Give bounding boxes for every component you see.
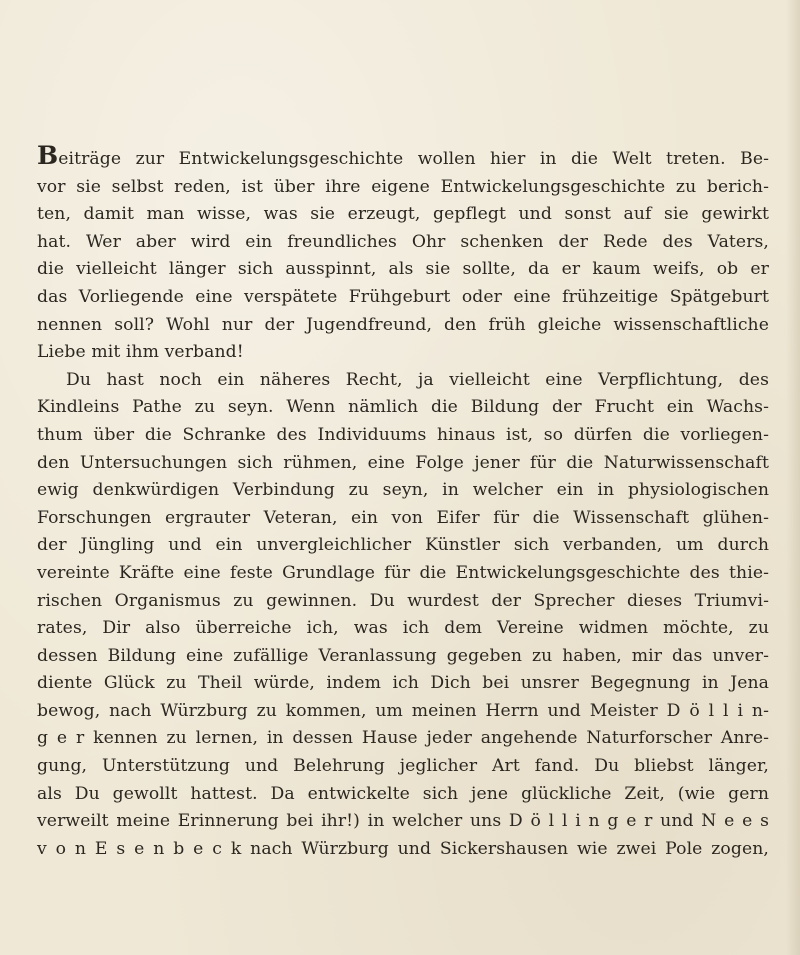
text-line: dessen Bildung eine zufällige Veranlassung gegeben zu haben, mir das unver- [37, 645, 769, 666]
text-line: verweilt meine Erinnerung bei ihr!) in welcher uns D ö l l i n g e r und N e e s [37, 811, 769, 832]
first-line-text: eiträge zur Entwickelungsgeschichte wollen hier in die Welt treten. Be- [58, 149, 769, 169]
drop-cap-letter: B [37, 141, 59, 170]
text-line: Forschungen ergrauter Veteran, ein von Eifer für die Wissenschaft glühen- [37, 507, 769, 528]
text-line [37, 141, 769, 174]
text-line: thum über die Schranke des Individuums hinaus ist, so dürfen die vorliegen- [37, 424, 769, 445]
text-line: hat. Wer aber wird ein freundliches Ohr schenken der Rede des Vaters, [37, 231, 769, 252]
text-line: ten, damit man wisse, was sie erzeugt, gepflegt und sonst auf sie gewirkt [37, 204, 769, 225]
text-line: den Untersuchungen sich rühmen, eine Folge jener für die Naturwissenschaft [37, 452, 769, 473]
text-line: rates, Dir also überreiche ich, was ich dem Vereine widmen möchte, zu [37, 618, 769, 639]
text-line: Kindleins Pathe zu seyn. Wenn nämlich die Bildung der Frucht ein Wachs- [37, 397, 769, 418]
text-line: das Vorliegende eine verspätete Frühgeburt oder eine frühzeitige Spätgeburt [37, 286, 769, 307]
text-line: der Jüngling und ein unvergleichlicher Künstler sich verbanden, um durch [37, 535, 769, 556]
text-line: die vielleicht länger sich ausspinnt, als sie sollte, da er kaum weifs, ob er [37, 259, 769, 280]
text-line: als Du gewollt hattest. Da entwickelte sich jene glückliche Zeit, (wie gern [37, 783, 769, 804]
text-line: diente Glück zu Theil würde, indem ich Dich bei unsrer Begegnung in Jena [37, 673, 769, 694]
text-line: gung, Unterstützung und Belehrung jeglicher Art fand. Du bliebst länger, [37, 756, 769, 777]
text-line: g e r kennen zu lernen, in dessen Hause jeder angehende Naturforscher Anre- [37, 728, 769, 749]
page-edge-shadow [786, 0, 800, 955]
text-line: v o n E s e n b e c k nach Würzburg und Sickershausen wie zwei Pole zogen, [37, 838, 769, 859]
text-line: nennen soll? Wohl nur der Jugendfreund, den früh gleiche wissenschaftliche [37, 314, 769, 335]
text-line: rischen Organismus zu gewinnen. Du wurdest der Sprecher dieses Triumvi- [37, 590, 769, 611]
text-line: Liebe mit ihm verband! [37, 342, 244, 363]
text-line: ewig denkwürdigen Verbindung zu seyn, in welcher ein in physiologischen [37, 480, 769, 501]
text-line: Du hast noch ein näheres Recht, ja vielleicht eine Verpflichtung, des [66, 369, 769, 390]
body-text [37, 141, 769, 863]
text-line: bewog, nach Würzburg zu kommen, um meinen Herrn und Meister D ö l l i n- [37, 700, 769, 721]
text-line: vereinte Kräfte eine feste Grundlage für die Entwickelungsgeschichte des thie- [37, 562, 769, 583]
text-line: vor sie selbst reden, ist über ihre eigene Entwickelungsgeschichte zu berich- [37, 176, 769, 197]
